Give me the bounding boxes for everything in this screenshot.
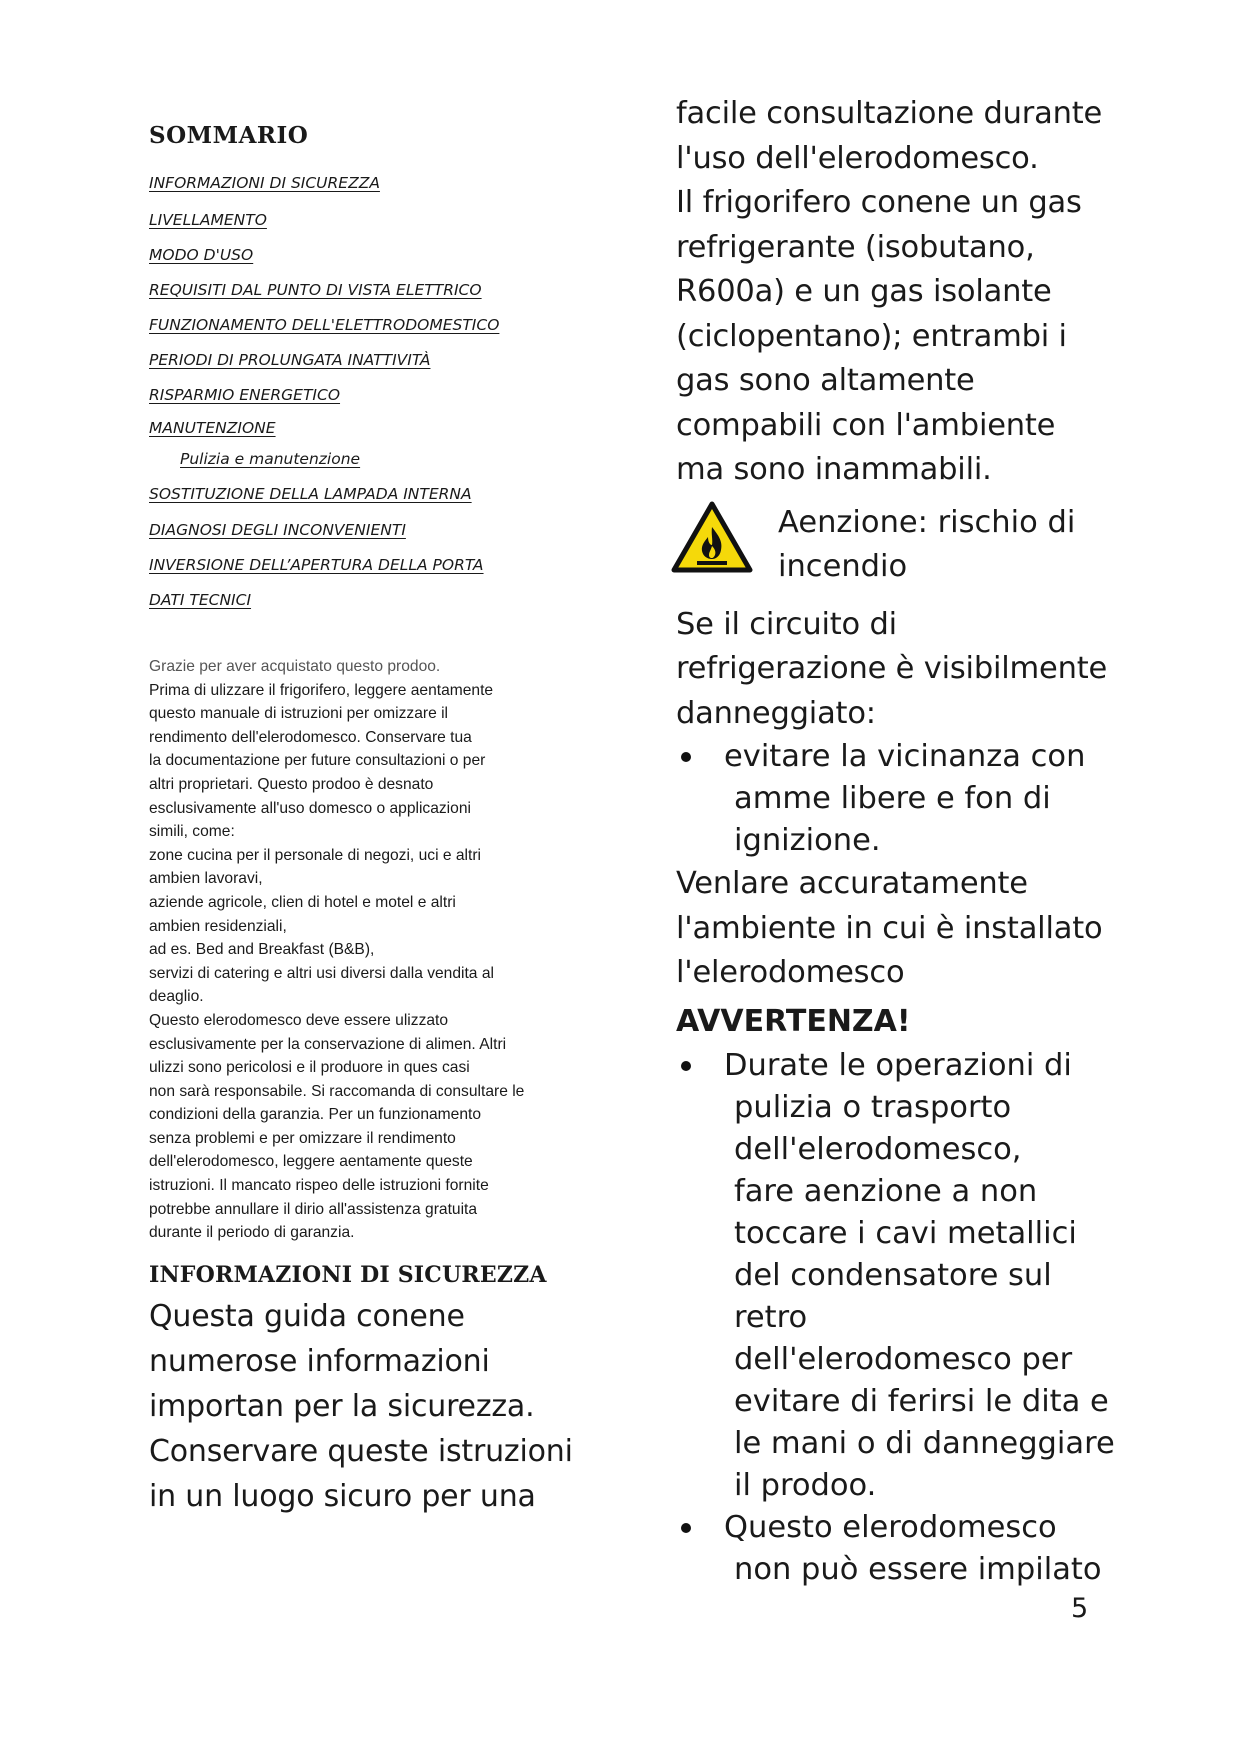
- intro-line: rendimento dell'elerodomesco. Conservare tua: [149, 728, 472, 746]
- intro-line: questo manuale di istruzioni per omizzare il: [149, 705, 449, 723]
- avvertenza-heading: AVVERTENZA!: [676, 1003, 911, 1039]
- bullet-line: il prodoo.: [734, 1467, 877, 1503]
- body-line: (ciclopentano); entrambi i: [676, 318, 1067, 354]
- bullet-line: fare aenzione a non: [734, 1173, 1038, 1209]
- page-number: 5: [1071, 1593, 1089, 1624]
- body-line: Se il circuito di: [676, 606, 897, 642]
- intro-line: deaglio.: [149, 988, 204, 1006]
- bullet-line: evitare la vicinanza con: [724, 739, 1086, 774]
- intro-line: non sarà responsabile. Si raccomanda di consultare le: [149, 1082, 525, 1100]
- safety-line: importan per la sicurezza.: [149, 1388, 535, 1424]
- body-line: facile consultazione durante: [676, 96, 1103, 131]
- safety-line: Questa guida conene: [149, 1298, 465, 1334]
- body-line: danneggiato:: [676, 695, 876, 731]
- intro-line: la documentazione per future consultazioni o per: [149, 752, 486, 770]
- intro-line: ambien residenziali,: [149, 917, 287, 935]
- body-line: compabili con l'ambiente: [676, 407, 1056, 443]
- body-line: R600a) e un gas isolante: [676, 274, 1052, 309]
- intro-line: Questo elerodomesco deve essere ulizzato: [149, 1011, 449, 1029]
- toc-item[interactable]: DATI TECNICI: [149, 591, 252, 609]
- safety-line: numerose informazioni: [149, 1343, 490, 1379]
- intro-line: esclusivamente all'uso domesco o applicazioni: [149, 799, 471, 817]
- intro-line: ambien lavoravi,: [149, 870, 263, 888]
- bullet-line: Questo elerodomesco: [724, 1509, 1057, 1545]
- intro-line: Grazie per aver acquistato questo prodoo.: [149, 658, 441, 675]
- toc-item[interactable]: LIVELLAMENTO: [149, 211, 267, 229]
- body-line: refrigerazione è visibilmente: [676, 651, 1108, 686]
- bullet-line: ignizione.: [734, 823, 881, 858]
- bullet-line: dell'elerodomesco,: [734, 1131, 1022, 1167]
- toc-item[interactable]: FUNZIONAMENTO DELL'ELETTRODOMESTICO: [149, 316, 500, 334]
- intro-text: [149, 655, 579, 1245]
- intro-line: esclusivamente per la conservazione di alimen. Altri: [149, 1035, 507, 1053]
- table-of-contents: [149, 173, 579, 610]
- bullet-line: pulizia o trasporto: [734, 1089, 1012, 1125]
- body-line: l'elerodomesco: [676, 955, 905, 990]
- intro-line: ad es. Bed and Breakfast (B&B),: [149, 941, 375, 959]
- toc-item[interactable]: MANUTENZIONE: [149, 419, 276, 437]
- intro-line: dell'elerodomesco, leggere aentamente queste: [149, 1153, 473, 1171]
- safety-section-title: INFORMAZIONI DI SICUREZZA: [149, 1261, 547, 1288]
- body-line: Il frigorifero conene un gas: [676, 185, 1082, 220]
- bullet-line: retro: [734, 1299, 808, 1335]
- toc-item[interactable]: REQUISITI DAL PUNTO DI VISTA ELETTRICO: [149, 281, 482, 299]
- toc-item[interactable]: SOSTITUZIONE DELLA LAMPADA INTERNA: [149, 485, 472, 503]
- safety-line: in un luogo sicuro per una: [149, 1478, 536, 1514]
- left-column: [149, 122, 579, 1519]
- toc-item[interactable]: DIAGNOSI DEGLI INCONVENIENTI: [149, 521, 406, 539]
- intro-line: potrebbe annullare il dirio all'assistenza gratuita: [149, 1200, 478, 1218]
- toc-item[interactable]: RISPARMIO ENERGETICO: [149, 386, 341, 404]
- bullet-list: [676, 1045, 1116, 1591]
- right-column: [676, 92, 1116, 1591]
- intro-line: istruzioni. Il mancato rispeo delle istruzioni fornite: [149, 1177, 489, 1195]
- bullet-item: [676, 1507, 1116, 1591]
- bullet-line: evitare di ferirsi le dita e: [734, 1383, 1109, 1419]
- toc-title: SOMMARIO: [149, 122, 309, 149]
- fire-warning: [676, 501, 1116, 603]
- body-line: gas sono altamente: [676, 363, 975, 398]
- intro-line: ulizzi sono pericolosi e il produore in ques casi: [149, 1059, 470, 1077]
- bullet-line: dell'elerodomesco per: [734, 1341, 1073, 1377]
- bullet-line: le mani o di danneggiare: [734, 1425, 1115, 1461]
- toc-item[interactable]: INVERSIONE DELL’APERTURA DELLA PORTA: [149, 556, 484, 574]
- body-line: l'uso dell'elerodomesco.: [676, 140, 1039, 176]
- bullet-line: toccare i cavi metallici: [734, 1215, 1077, 1251]
- toc-item[interactable]: PERIODI DI PROLUNGATA INATTIVITÀ: [149, 351, 431, 369]
- safety-line: Conservare queste istruzioni: [149, 1433, 573, 1469]
- intro-line: simili, come:: [149, 823, 235, 841]
- bullet-line: del condensatore sul: [734, 1257, 1052, 1293]
- intro-line: zone cucina per il personale di negozi, uci e altri: [149, 846, 481, 864]
- toc-subitem[interactable]: Pulizia e manutenzione: [180, 450, 361, 468]
- intro-line: altri proprietari. Questo prodoo è desnato: [149, 775, 434, 793]
- body-line: Venlare accuratamente: [676, 866, 1028, 901]
- bullet-item: [676, 736, 1116, 862]
- warning-text: [778, 501, 1108, 590]
- intro-line: Prima di ulizzare il frigorifero, leggere aentamente: [149, 681, 494, 699]
- body-line: l'ambiente in cui è installato: [676, 910, 1103, 946]
- bullet-line: amme libere e fon di: [734, 781, 1051, 816]
- intro-line: durante il periodo di garanzia.: [149, 1224, 355, 1242]
- toc-item[interactable]: MODO D'USO: [149, 246, 254, 264]
- toc-item[interactable]: INFORMAZIONI DI SICUREZZA: [149, 174, 380, 192]
- bullet-line: Durate le operazioni di: [724, 1047, 1072, 1083]
- bullet-item: [676, 1045, 1116, 1507]
- intro-line: aziende agricole, clien di hotel e motel e altri: [149, 893, 456, 911]
- warning-line: incendio: [778, 549, 908, 584]
- intro-line: servizi di catering e altri usi diversi dalla vendita al: [149, 964, 494, 982]
- bullet-list: [676, 736, 1116, 862]
- intro-line: senza problemi e per omizzare il rendimento: [149, 1129, 456, 1147]
- warning-line: Aenzione: rischio di: [778, 504, 1076, 540]
- bullet-line: non può essere impilato: [734, 1551, 1102, 1587]
- intro-line: condizioni della garanzia. Per un funzionamento: [149, 1106, 482, 1124]
- body-line: ma sono inammabili.: [676, 452, 992, 487]
- fire-hazard-icon: [671, 501, 753, 573]
- body-line: refrigerante (isobutano,: [676, 229, 1035, 265]
